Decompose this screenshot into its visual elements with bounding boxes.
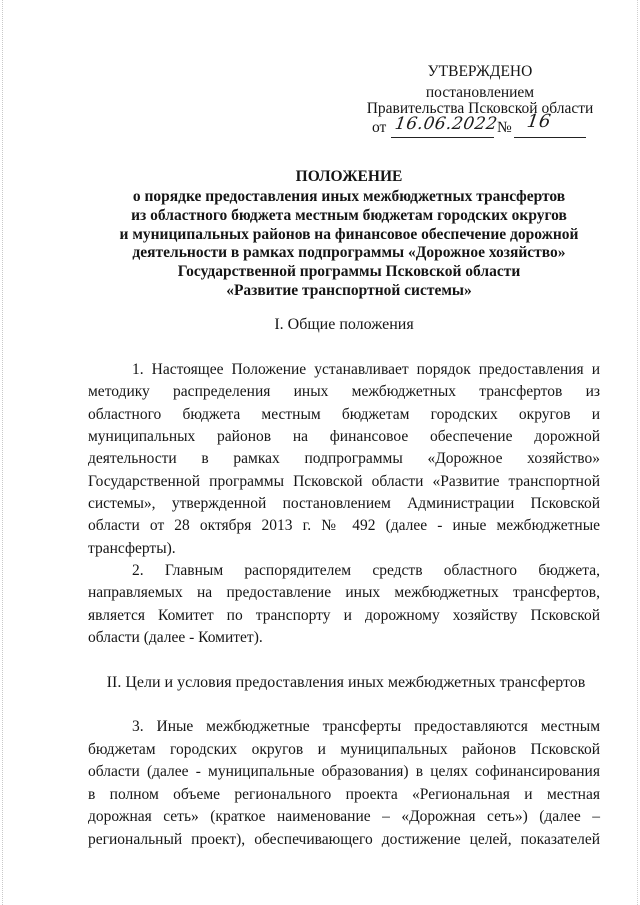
paragraph-line: региональный проект), обеспечивающего достижение целей, показателей xyxy=(88,830,600,848)
section-general-body xyxy=(88,359,600,649)
section-heading-general: I. Общие положения xyxy=(274,316,414,333)
document-subtitle xyxy=(99,188,599,301)
subtitle-line: деятельности в рамках подпрограммы «Дорожное хозяйство» xyxy=(132,244,566,262)
paragraph-line: бюджетам городских округов и муниципальных районов Псковской xyxy=(88,740,600,758)
paragraph-line: 3. Иные межбюджетные трансферты предоставляются местным xyxy=(132,718,600,735)
paragraph-line: муниципальных районов на финансовое обеспечение дорожной xyxy=(88,427,600,445)
handwritten-date: 16.06.2022 xyxy=(393,114,499,134)
paragraph-line: Государственной программы Псковской области «Развитие транспортной xyxy=(88,472,600,490)
paragraph-line: области (далее - муниципальные образования) в целях софинансирования xyxy=(88,763,600,781)
subtitle-line: и муниципальных районов на финансовое обеспечение дорожной xyxy=(119,225,579,243)
subtitle-line: «Развитие транспортной системы» xyxy=(226,281,472,299)
approval-date-prefix: от xyxy=(372,119,387,136)
number-underline xyxy=(514,137,586,138)
approval-number-sign: № xyxy=(497,119,512,136)
paragraph-line: в полном объеме регионального проекта «Региональная и местная xyxy=(88,785,600,803)
paragraph-line: трансферты). xyxy=(88,539,176,557)
scan-edge-right xyxy=(637,0,638,905)
subtitle-line: о порядке предоставления иных межбюджетных трансфертов xyxy=(132,188,566,205)
document-title: ПОЛОЖЕНИЕ xyxy=(295,168,403,185)
paragraph-line: 1. Настоящее Положение устанавливает порядок предоставления и xyxy=(132,361,600,378)
handwritten-number: 16 xyxy=(525,111,553,132)
paragraph-line: дорожная сеть» (краткое наименование – «Дорожная сеть») (далее – xyxy=(88,808,600,826)
paragraph-line: деятельности в рамках подпрограммы «Дорожное хозяйство» xyxy=(88,450,600,468)
paragraph-line: системы», утвержденной постановлением Администрации Псковской xyxy=(88,494,600,512)
paragraph-line: 2. Главным распорядителем средств областного бюджета, xyxy=(132,561,600,579)
section-heading-goals: II. Цели и условия предоставления иных межбюджетных трансфертов xyxy=(106,674,586,691)
scan-edge-left xyxy=(2,0,3,905)
paragraph-line: областного бюджета местным бюджетам городских округов и xyxy=(88,405,600,423)
section-goals-body xyxy=(88,716,600,852)
date-underline xyxy=(391,137,494,138)
approval-stamp: УТВЕРЖДЕНО xyxy=(427,63,533,80)
paragraph-line: направляемых на предоставление иных межбюджетных трансфертов, xyxy=(88,584,600,602)
approval-line-government: Правительства Псковской области xyxy=(366,100,594,117)
paragraph-line: области от 28 октября 2013 г. № 492 (далее - иные межбюджетные xyxy=(88,517,600,535)
paragraph-line: является Комитет по транспорту и дорожному хозяйству Псковской xyxy=(88,606,600,624)
subtitle-line: Государственной программы Псковской области xyxy=(177,263,521,281)
approval-line-resolution: постановлением xyxy=(425,84,535,101)
paragraph-line: методику распределения иных межбюджетных трансфертов из xyxy=(88,383,600,401)
subtitle-line: из областного бюджета местным бюджетам городских округов xyxy=(131,206,567,224)
paragraph-line: области (далее - Комитет). xyxy=(88,628,263,646)
